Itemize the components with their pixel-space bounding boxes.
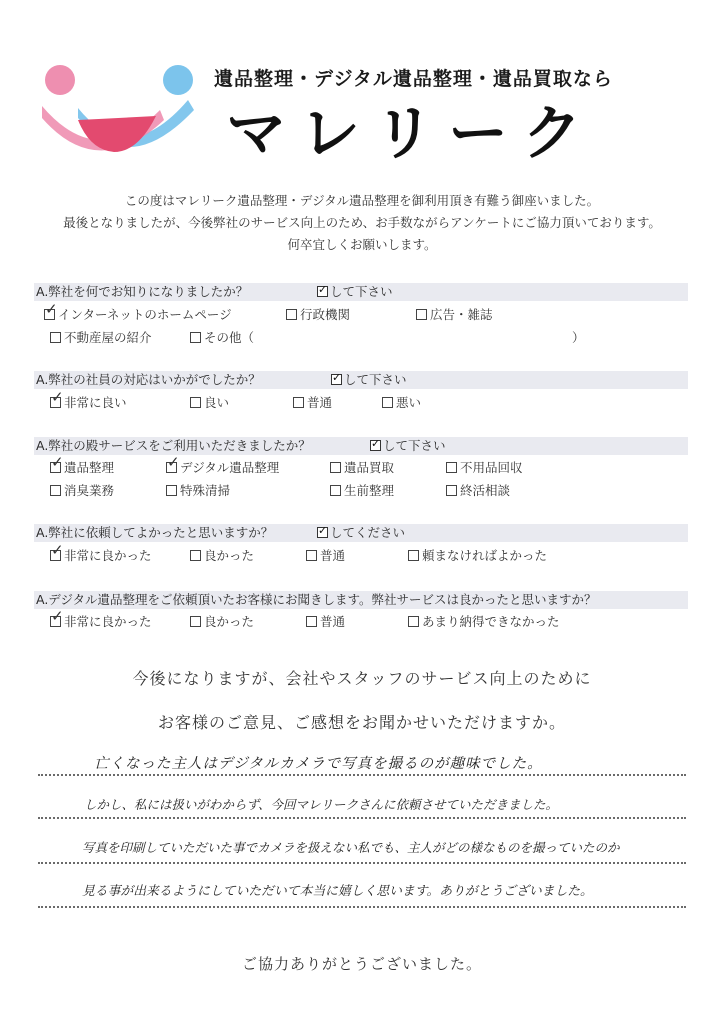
handwriting-line-4: 見る事が出来るようにしていただいて本当に嬉しく思います。ありがとうございました。 bbox=[82, 884, 593, 899]
option-very-good-4[interactable]: ✓非常に良かった bbox=[50, 548, 152, 564]
option-advertising[interactable]: 広告・雑誌 bbox=[416, 307, 493, 323]
option-other[interactable]: その他（ bbox=[190, 330, 254, 346]
option-good[interactable]: 良い bbox=[190, 395, 229, 411]
option-normal[interactable]: 普通 bbox=[293, 395, 332, 411]
check-icon bbox=[317, 286, 328, 297]
tagline: 遺品整理・デジタル遺品整理・遺品買取なら bbox=[214, 68, 613, 90]
check-icon bbox=[370, 440, 381, 451]
question-3-text: A.弊社の殿サービスをご利用いただきましたか？ bbox=[36, 438, 311, 453]
option-normal-5[interactable]: 普通 bbox=[306, 614, 345, 630]
option-digital-estate[interactable]: ✓ デジタル遺品整理 bbox=[166, 460, 279, 476]
feedback-prompt-line-2: お客様のご意見、ご感想をお聞かせいただけますか。 bbox=[157, 713, 566, 732]
logo-pink-dot bbox=[45, 65, 75, 95]
checkbox-icon[interactable] bbox=[190, 616, 201, 627]
question-2-hint: ✓ して下さい bbox=[331, 371, 407, 389]
dotted-line bbox=[38, 906, 686, 908]
checkbox-checked-icon[interactable] bbox=[50, 616, 61, 627]
dotted-line bbox=[38, 862, 686, 864]
checkbox-icon[interactable] bbox=[330, 485, 341, 496]
option-pre-death-cleanup[interactable]: 生前整理 bbox=[330, 483, 394, 499]
checkbox-icon[interactable] bbox=[330, 462, 341, 473]
checkbox-icon[interactable] bbox=[190, 397, 201, 408]
checkbox-icon[interactable] bbox=[416, 309, 427, 320]
checkbox-icon[interactable] bbox=[306, 550, 317, 561]
checkbox-checked-icon[interactable] bbox=[50, 397, 61, 408]
brand-name: マレリーク bbox=[226, 99, 596, 169]
question-5 bbox=[34, 591, 688, 609]
checkbox-icon[interactable] bbox=[382, 397, 393, 408]
checkbox-icon[interactable] bbox=[408, 616, 419, 627]
intro-line-1: この度はマレリーク遺品整理・デジタル遺品整理を御利用頂き有難う御座いました。 bbox=[124, 193, 600, 208]
question-1-hint: ✓ して下さい bbox=[317, 283, 393, 301]
question-4-text: A.弊社に依頼してよかったと思いますか？ bbox=[36, 525, 274, 540]
checkbox-icon[interactable] bbox=[446, 485, 457, 496]
question-1 bbox=[34, 283, 688, 301]
checkbox-icon[interactable] bbox=[190, 332, 201, 343]
question-4 bbox=[34, 524, 688, 542]
checkbox-icon[interactable] bbox=[286, 309, 297, 320]
checkbox-icon[interactable] bbox=[293, 397, 304, 408]
option-good-5[interactable]: 良かった bbox=[190, 614, 254, 630]
checkbox-icon[interactable] bbox=[408, 550, 419, 561]
checkbox-checked-icon[interactable] bbox=[50, 550, 61, 561]
option-junk-collection[interactable]: 不用品回収 bbox=[446, 460, 523, 476]
checkbox-checked-icon[interactable] bbox=[166, 462, 177, 473]
brand-logo bbox=[38, 60, 198, 160]
checkbox-checked-icon[interactable] bbox=[44, 309, 55, 320]
dotted-line bbox=[38, 774, 686, 776]
handwriting-line-1: 亡くなった主人はデジタルカメラで写真を撮るのが趣味でした。 bbox=[94, 756, 543, 772]
feedback-prompt-line-1: 今後になりますが、会社やスタッフのサービス向上のために bbox=[132, 669, 592, 688]
checkbox-icon[interactable] bbox=[446, 462, 457, 473]
closing-message: ご協力ありがとうございました。 bbox=[241, 955, 482, 973]
option-unsatisfied-5[interactable]: あまり納得できなかった bbox=[408, 614, 560, 630]
checkbox-icon[interactable] bbox=[306, 616, 317, 627]
logo-blue-dot bbox=[163, 65, 193, 95]
option-normal-4[interactable]: 普通 bbox=[306, 548, 345, 564]
option-good-4[interactable]: 良かった bbox=[190, 548, 254, 564]
option-bad[interactable]: 悪い bbox=[382, 395, 421, 411]
question-2 bbox=[34, 371, 688, 389]
handwriting-line-3: 写真を印刷していただいた事でカメラを扱えない私でも、主人がどの様なものを撮っていたのか bbox=[82, 840, 620, 855]
checkbox-checked-icon[interactable] bbox=[50, 462, 61, 473]
check-icon bbox=[317, 527, 328, 538]
question-1-text: A.弊社を何でお知りになりましたか？ bbox=[36, 284, 249, 299]
option-estate-purchase[interactable]: 遺品買取 bbox=[330, 460, 394, 476]
option-internet[interactable]: ✓インターネットのホームページ bbox=[44, 307, 232, 323]
check-icon bbox=[331, 374, 342, 385]
intro-line-2: 最後となりましたが、今後弊社のサービス向上のため、お手数ながらアンケートにご協力頂いております。 bbox=[63, 215, 661, 230]
checkbox-icon[interactable] bbox=[50, 485, 61, 496]
option-very-good-5[interactable]: ✓非常に良かった bbox=[50, 614, 152, 630]
question-4-hint: ✓ してください bbox=[317, 524, 405, 542]
option-government[interactable]: 行政機関 bbox=[286, 307, 350, 323]
handwriting-line-2: しかし、私には扱いがわからず、今回マレリークさんに依頼させていただきました。 bbox=[84, 797, 559, 812]
option-special-cleaning[interactable]: 特殊清掃 bbox=[166, 483, 230, 499]
intro-line-3: 何卒宜しくお願いします。 bbox=[287, 237, 437, 252]
dotted-line bbox=[38, 817, 686, 819]
option-real-estate[interactable]: 不動産屋の紹介 bbox=[50, 330, 152, 346]
option-very-good[interactable]: ✓非常に良い bbox=[50, 395, 127, 411]
question-3 bbox=[34, 437, 688, 455]
option-deodorize[interactable]: 消臭業務 bbox=[50, 483, 114, 499]
question-5-text: A.デジタル遺品整理をご依頼頂いたお客様にお聞きします。弊社サービスは良かったと思いますか？ bbox=[36, 592, 597, 607]
option-estate-cleanup[interactable]: ✓遺品整理 bbox=[50, 460, 114, 476]
checkbox-icon[interactable] bbox=[190, 550, 201, 561]
option-end-of-life[interactable]: 終活相談 bbox=[446, 483, 510, 499]
checkbox-icon[interactable] bbox=[50, 332, 61, 343]
question-2-text: A.弊社の社員の対応はいかがでしたか？ bbox=[36, 372, 261, 387]
option-other-close: ） bbox=[572, 330, 585, 345]
question-3-hint: ✓ して下さい bbox=[370, 437, 446, 455]
option-regret-4[interactable]: 頼まなければよかった bbox=[408, 548, 547, 564]
checkbox-icon[interactable] bbox=[166, 485, 177, 496]
